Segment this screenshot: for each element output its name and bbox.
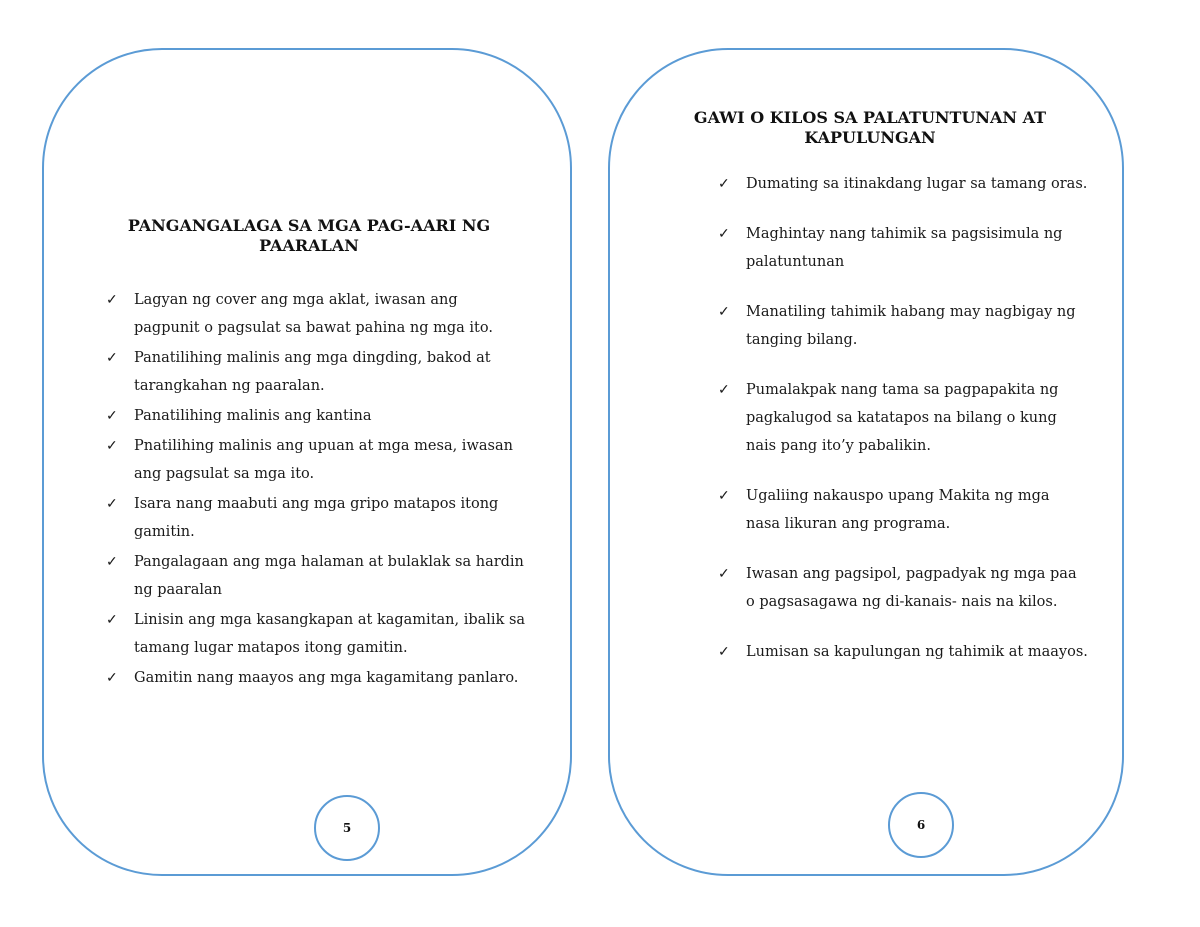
list-item-text: Linisin ang mga kasangkapan at kagamitan, ibalik sa tamang lugar matapos itong gamitin. — [134, 612, 526, 656]
list-item-text: Panatilihing malinis ang kantina — [134, 408, 372, 424]
checkmark-icon: ✓ — [718, 566, 730, 582]
left-checklist — [106, 286, 526, 694]
page-number-badge: 6 — [888, 792, 954, 858]
list-item — [106, 286, 526, 342]
list-item-text: Manatiling tahimik habang may nagbigay ng tanging bilang. — [746, 304, 1076, 348]
checkmark-icon: ✓ — [718, 304, 730, 320]
page-number-badge: 5 — [314, 795, 380, 861]
list-item — [718, 482, 1088, 538]
list-item-text: Maghintay nang tahimik sa pagsisimula ng palatuntunan — [746, 226, 1063, 270]
list-item-text: Isara nang maabuti ang mga gripo matapos itong gamitin. — [134, 496, 499, 540]
list-item — [718, 170, 1088, 198]
list-item — [106, 432, 526, 488]
list-item — [106, 606, 526, 662]
checkmark-icon: ✓ — [718, 226, 730, 242]
list-item — [718, 376, 1088, 460]
checkmark-icon: ✓ — [718, 382, 730, 398]
checkmark-icon: ✓ — [106, 292, 118, 308]
list-item — [718, 638, 1088, 666]
checkmark-icon: ✓ — [106, 554, 118, 570]
list-item — [106, 344, 526, 400]
list-item-text: Pumalakpak nang tama sa pagpapakita ng pagkalugod sa katatapos na bilang o kung nais pang ito’y pabalikin. — [746, 382, 1059, 454]
list-item-text: Lumisan sa kapulungan ng tahimik at maayos. — [746, 644, 1088, 660]
checkmark-icon: ✓ — [106, 496, 118, 512]
checkmark-icon: ✓ — [718, 176, 730, 192]
list-item — [106, 548, 526, 604]
list-item — [718, 220, 1088, 276]
list-item — [106, 402, 526, 430]
right-checklist — [718, 170, 1088, 688]
list-item-text: Pangalagaan ang mga halaman at bulaklak sa hardin ng paaralan — [134, 554, 524, 598]
right-page-title: GAWI O KILOS SA PALATUNTUNAN AT KAPULUNGAN — [693, 108, 1047, 147]
list-item — [718, 560, 1088, 616]
list-item — [106, 664, 526, 692]
list-item-text: Iwasan ang pagsipol, pagpadyak ng mga paa o pagsasagawa ng di-kanais- nais na kilos. — [746, 566, 1077, 610]
right-page — [608, 48, 1124, 876]
checkmark-icon: ✓ — [106, 408, 118, 424]
list-item-text: Lagyan ng cover ang mga aklat, iwasan ang pagpunit o pagsulat sa bawat pahina ng mga ito. — [134, 292, 493, 336]
checkmark-icon: ✓ — [718, 488, 730, 504]
list-item-text: Gamitin nang maayos ang mga kagamitang panlaro. — [134, 670, 519, 686]
left-page — [42, 48, 572, 876]
list-item-text: Ugaliing nakauspo upang Makita ng mga nasa likuran ang programa. — [746, 488, 1050, 532]
checkmark-icon: ✓ — [106, 438, 118, 454]
left-page-title: PANGANGALAGA SA MGA PAG-AARI NG PAARALAN — [127, 216, 491, 255]
checkmark-icon: ✓ — [718, 644, 730, 660]
list-item-text: Pnatilihing malinis ang upuan at mga mesa, iwasan ang pagsulat sa mga ito. — [134, 438, 513, 482]
list-item-text: Dumating sa itinakdang lugar sa tamang oras. — [746, 176, 1088, 192]
list-item — [718, 298, 1088, 354]
checkmark-icon: ✓ — [106, 350, 118, 366]
checkmark-icon: ✓ — [106, 670, 118, 686]
checkmark-icon: ✓ — [106, 612, 118, 628]
list-item-text: Panatilihing malinis ang mga dingding, bakod at tarangkahan ng paaralan. — [134, 350, 491, 394]
list-item — [106, 490, 526, 546]
